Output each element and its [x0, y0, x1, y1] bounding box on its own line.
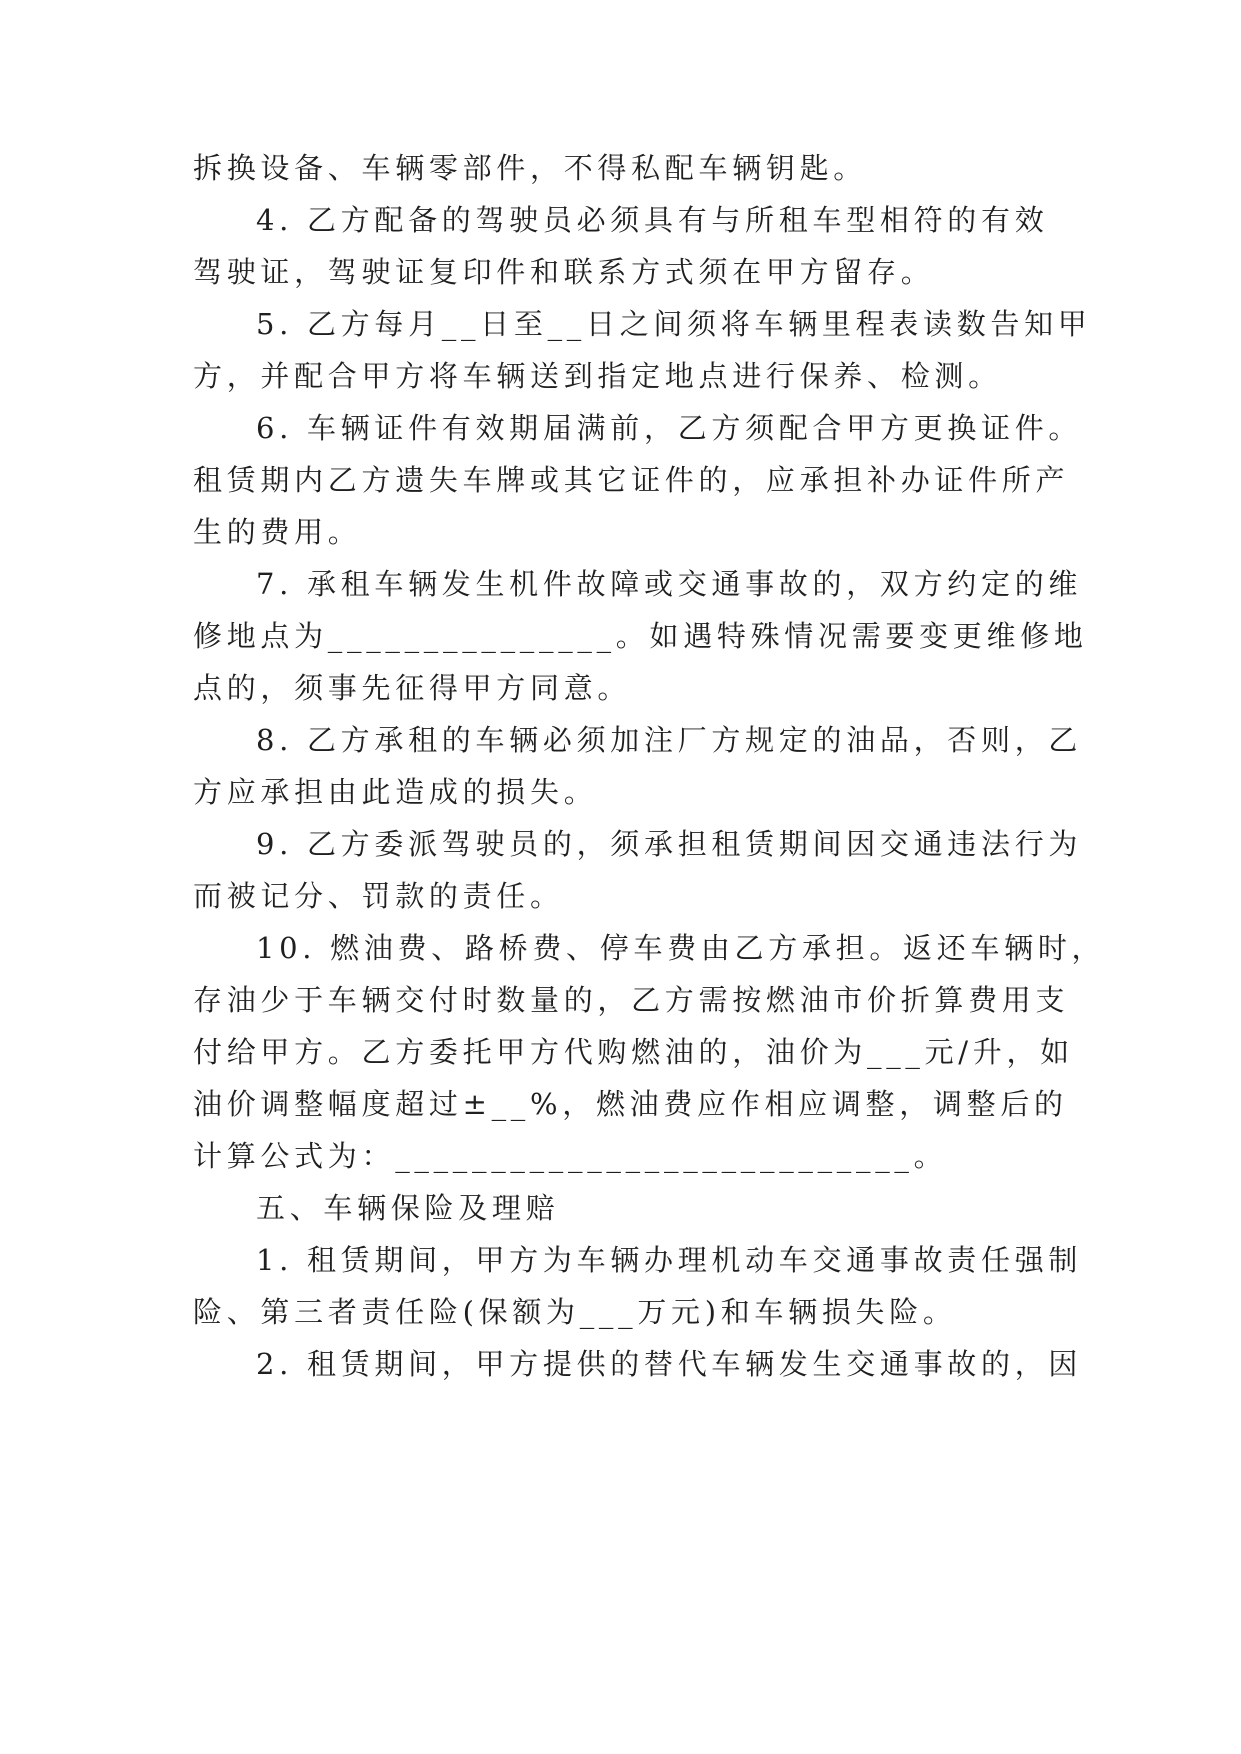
section-5-clause-1-line: 1. 租赁期间，甲方为车辆办理机动车交通事故责任强制: [256, 1243, 1083, 1277]
text-line: 拆换设备、车辆零部件，不得私配车辆钥匙。: [193, 151, 868, 185]
clause-4-line: 4. 乙方配备的驾驶员必须具有与所租车型相符的有效: [256, 203, 1049, 237]
text-line: 险、第三者责任险(保额为___万元)和车辆损失险。: [193, 1295, 957, 1329]
text-line: 而被记分、罚款的责任。: [193, 879, 564, 913]
text-line: 计算公式为：___________________________。: [193, 1139, 948, 1173]
text-line: 存油少于车辆交付时数量的，乙方需按燃油市价折算费用支: [193, 983, 1070, 1017]
text-line: 修地点为_______________。如遇特殊情况需要变更维修地: [193, 619, 1088, 653]
clause-8-line: 8. 乙方承租的车辆必须加注厂方规定的油品，否则，乙: [256, 723, 1083, 757]
text-line: 点的，须事先征得甲方同意。: [193, 671, 632, 705]
clause-7-line: 7. 承租车辆发生机件故障或交通事故的，双方约定的维: [256, 567, 1083, 601]
clause-5-line: 5. 乙方每月__日至__日之间须将车辆里程表读数告知甲: [256, 307, 1092, 341]
text-line: 生的费用。: [193, 515, 362, 549]
clause-6-line: 6. 车辆证件有效期届满前，乙方须配合甲方更换证件。: [256, 411, 1083, 445]
text-line: 方，并配合甲方将车辆送到指定地点进行保养、检测。: [193, 359, 1002, 393]
clause-10-line: 10. 燃油费、路桥费、停车费由乙方承担。返还车辆时，: [256, 931, 1106, 965]
text-line: 付给甲方。乙方委托甲方代购燃油的，油价为___元/升，如: [193, 1035, 1074, 1069]
section-5-heading: 五、车辆保险及理赔: [256, 1191, 560, 1225]
section-5-clause-2-line: 2. 租赁期间，甲方提供的替代车辆发生交通事故的，因: [256, 1347, 1083, 1381]
text-line: 租赁期内乙方遗失车牌或其它证件的，应承担补办证件所产: [193, 463, 1070, 497]
text-line: 方应承担由此造成的损失。: [193, 775, 598, 809]
clause-9-line: 9. 乙方委派驾驶员的，须承担租赁期间因交通违法行为: [256, 827, 1083, 861]
text-line: 油价调整幅度超过±__%，燃油费应作相应调整，调整后的: [193, 1087, 1068, 1121]
text-line: 驾驶证，驾驶证复印件和联系方式须在甲方留存。: [193, 255, 935, 289]
